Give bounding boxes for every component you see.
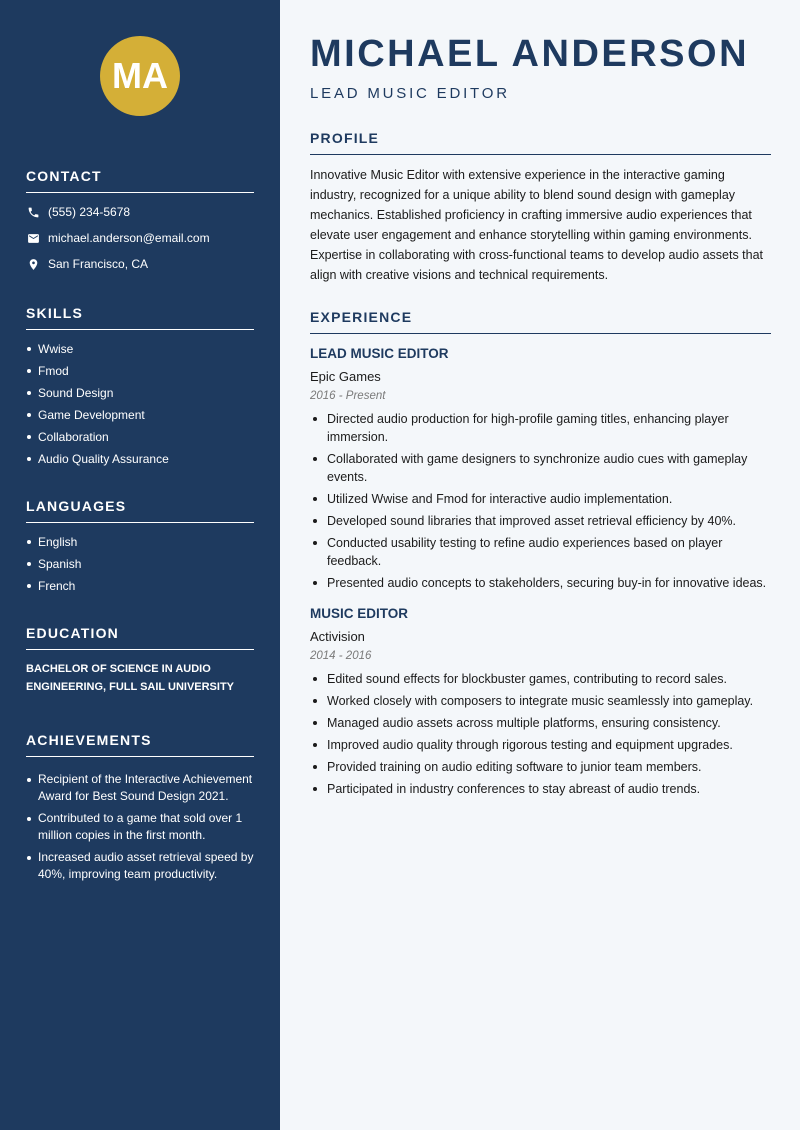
job-bullet: Participated in industry conferences to stay abreast of audio trends. <box>310 780 771 798</box>
skill-item: Wwise <box>26 342 254 364</box>
contact-location <box>26 257 254 271</box>
job-bullet: Developed sound libraries that improved asset retrieval efficiency by 40%. <box>310 512 771 530</box>
phone-icon <box>26 205 40 219</box>
contact-section <box>26 168 254 271</box>
achievements-heading: ACHIEVEMENTS <box>26 732 254 757</box>
job-bullet: Improved audio quality through rigorous testing and equipment upgrades. <box>310 736 771 754</box>
skill-item: Fmod <box>26 364 254 386</box>
job-bullets <box>310 670 771 798</box>
languages-list <box>26 535 254 601</box>
job-bullet: Edited sound effects for blockbuster games, contributing to record sales. <box>310 670 771 688</box>
contact-heading: CONTACT <box>26 168 254 193</box>
contact-email[interactable] <box>26 231 254 245</box>
achievements-list <box>26 771 254 883</box>
skill-item: Audio Quality Assurance <box>26 452 254 474</box>
avatar-initials: MA <box>112 55 168 96</box>
experience-section <box>310 309 771 798</box>
job-company: Epic Games <box>310 369 381 384</box>
profile-section <box>310 130 771 285</box>
mail-icon <box>26 231 40 245</box>
job-title: MUSIC EDITOR <box>310 606 409 621</box>
job-dates: 2016 - Present <box>310 390 386 402</box>
contact-email-text: michael.anderson@email.com <box>48 231 210 245</box>
job-bullet: Presented audio concepts to stakeholders, securing buy-in for innovative ideas. <box>310 574 771 592</box>
job-bullet: Conducted usability testing to refine audio experiences based on player feedback. <box>310 534 771 570</box>
job-dates: 2014 - 2016 <box>310 650 372 662</box>
candidate-role: LEAD MUSIC EDITOR <box>310 85 510 102</box>
languages-section <box>26 498 254 601</box>
achievement-item: Increased audio asset retrieval speed by 40%, improving team productivity. <box>26 849 254 883</box>
achievement-item: Contributed to a game that sold over 1 million copies in the first month. <box>26 810 254 844</box>
job-bullet: Worked closely with composers to integrate music seamlessly into gameplay. <box>310 692 771 710</box>
job-company: Activision <box>310 629 365 644</box>
contact-location-text: San Francisco, CA <box>48 257 149 271</box>
experience-heading: EXPERIENCE <box>310 309 771 334</box>
education-section <box>26 625 254 696</box>
achievements-section <box>26 732 254 883</box>
skills-section <box>26 305 254 474</box>
contact-phone-text: (555) 234-5678 <box>48 205 131 219</box>
job-title: LEAD MUSIC EDITOR <box>310 346 449 361</box>
job-bullet: Collaborated with game designers to synchronize audio cues with gameplay events. <box>310 450 771 486</box>
skill-item: Game Development <box>26 408 254 430</box>
main-content <box>280 0 800 1130</box>
job-bullet: Managed audio assets across multiple platforms, ensuring consistency. <box>310 714 771 732</box>
profile-heading: PROFILE <box>310 130 771 155</box>
candidate-name: MICHAEL ANDERSON <box>310 33 750 75</box>
avatar <box>100 36 180 116</box>
job-bullet: Provided training on audio editing software to junior team members. <box>310 758 771 776</box>
job-entry <box>310 606 771 798</box>
sidebar <box>0 0 280 1130</box>
location-pin-icon <box>26 257 40 271</box>
languages-heading: LANGUAGES <box>26 498 254 523</box>
job-bullet: Directed audio production for high-profile gaming titles, enhancing player immersion. <box>310 410 771 446</box>
contact-phone[interactable] <box>26 205 254 219</box>
job-bullet: Utilized Wwise and Fmod for interactive audio implementation. <box>310 490 771 508</box>
job-bullets <box>310 410 771 592</box>
skill-item: Collaboration <box>26 430 254 452</box>
language-item: Spanish <box>26 557 254 579</box>
skills-list <box>26 342 254 474</box>
education-heading: EDUCATION <box>26 625 254 650</box>
language-item: English <box>26 535 254 557</box>
job-entry <box>310 346 771 592</box>
education-degree: BACHELOR OF SCIENCE IN AUDIO ENGINEERING, FULL SAIL UNIVERSITY <box>26 663 235 693</box>
profile-summary: Innovative Music Editor with extensive experience in the interactive gaming industry, recognized for a unique ability to blend sound design with gameplay mechanics. Established proficiency in crafting immersive audio experiences that elevate user engagement and enhance storytelling within gaming environments. Expertise in collaborating with cross-functional teams to develop audio assets that align with creative visions and technical requirements. <box>310 168 764 282</box>
skill-item: Sound Design <box>26 386 254 408</box>
skills-heading: SKILLS <box>26 305 254 330</box>
achievement-item: Recipient of the Interactive Achievement Award for Best Sound Design 2021. <box>26 771 254 805</box>
language-item: French <box>26 579 254 601</box>
